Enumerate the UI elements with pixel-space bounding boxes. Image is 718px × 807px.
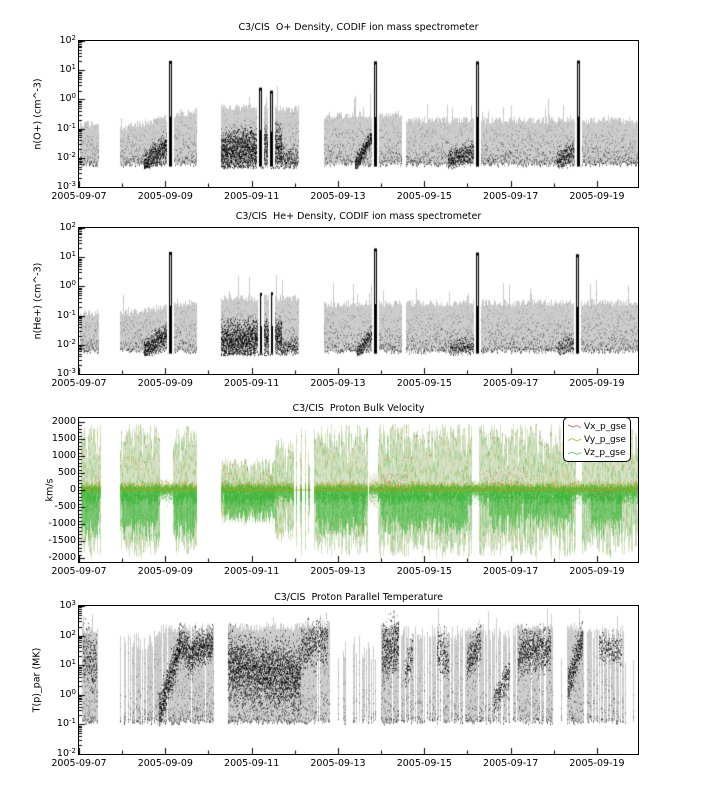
y-axis-tick-label: -2000	[48, 552, 76, 563]
velocity-legend	[563, 417, 631, 462]
x-axis-tick-label: 2005-09-13	[310, 566, 366, 577]
panel-2-plot-area	[78, 227, 639, 375]
x-axis-tick-label: 2005-09-09	[137, 566, 193, 577]
y-axis-tick-label: 1000	[51, 450, 76, 461]
x-axis-tick-label: 2005-09-07	[51, 191, 107, 202]
x-axis-tick-label: 2005-09-09	[137, 191, 193, 202]
x-axis-tick-label: 2005-09-19	[569, 566, 625, 577]
y-axis-tick-label: $10^{-1}$	[56, 308, 76, 321]
y-axis-tick-label: $10^2$	[59, 628, 76, 641]
x-axis-tick-label: 2005-09-07	[51, 566, 107, 577]
y-axis-tick-label: $10^1$	[59, 63, 76, 76]
panel-4-title: C3/CIS Proton Parallel Temperature	[274, 592, 443, 603]
x-axis-tick-label: 2005-09-07	[51, 378, 107, 389]
legend-label-vy: Vy_p_gse	[584, 434, 626, 445]
x-axis-tick-label: 2005-09-19	[569, 758, 625, 769]
x-axis-tick-label: 2005-09-19	[569, 378, 625, 389]
y-axis-tick-label: $10^{-2}$	[56, 150, 76, 163]
y-axis-tick-label: $10^{-1}$	[56, 717, 76, 730]
y-axis-tick-label: $10^{-2}$	[56, 337, 76, 350]
x-axis-tick-label: 2005-09-15	[396, 758, 452, 769]
panel-1-plot-area	[78, 40, 639, 188]
panel-4-canvas	[79, 606, 638, 754]
y-axis-tick-label: 1500	[51, 433, 76, 444]
y-axis-tick-label: $10^{-3}$	[56, 367, 76, 379]
panel-2-title: C3/CIS He+ Density, CODIF ion mass spectrometer	[235, 211, 482, 222]
x-axis-tick-label: 2005-09-07	[51, 758, 107, 769]
y-axis-tick-label: $10^3$	[59, 599, 76, 611]
vz-line-sample-icon	[567, 448, 582, 457]
x-axis-tick-label: 2005-09-09	[137, 758, 193, 769]
x-axis-tick-label: 2005-09-17	[483, 566, 539, 577]
y-axis-tick-label: $10^{-2}$	[56, 747, 76, 759]
legend-entry-vx	[567, 420, 628, 433]
x-axis-tick-label: 2005-09-19	[569, 191, 625, 202]
y-axis-tick-label: $10^2$	[59, 221, 76, 233]
y-axis-tick-label: $10^0$	[59, 92, 76, 105]
x-axis-tick-label: 2005-09-17	[483, 758, 539, 769]
panel-1-canvas	[79, 41, 638, 187]
panel-3-canvas	[79, 418, 638, 562]
y-axis-tick-label: $10^1$	[59, 658, 76, 671]
x-axis-tick-label: 2005-09-11	[224, 378, 280, 389]
y-axis-tick-label: $10^1$	[59, 250, 76, 263]
x-axis-tick-label: 2005-09-17	[483, 378, 539, 389]
vy-line-sample-icon	[567, 435, 582, 444]
y-axis-tick-label: $10^{-3}$	[56, 180, 76, 192]
x-axis-tick-label: 2005-09-11	[224, 566, 280, 577]
legend-entry-vy	[567, 433, 628, 446]
panel-2-canvas	[79, 228, 638, 374]
x-axis-tick-label: 2005-09-15	[396, 566, 452, 577]
y-axis-tick-label: 0	[69, 484, 76, 495]
y-axis-tick-label: -1500	[48, 535, 76, 546]
panel-1-y-axis-label: n(O+) (cm^-3)	[32, 78, 44, 150]
vx-line-sample-icon	[567, 422, 582, 431]
legend-label-vx: Vx_p_gse	[584, 421, 627, 432]
x-axis-tick-label: 2005-09-17	[483, 191, 539, 202]
y-axis-tick-label: $10^0$	[59, 279, 76, 292]
x-axis-tick-label: 2005-09-13	[310, 378, 366, 389]
panel-3-plot-area	[78, 417, 639, 563]
panel-3-y-axis-label: km/s	[44, 478, 56, 502]
y-axis-tick-label: $10^2$	[59, 34, 76, 46]
y-axis-tick-label: $10^{-1}$	[56, 121, 76, 134]
legend-label-vz: Vz_p_gse	[584, 447, 626, 458]
x-axis-tick-label: 2005-09-15	[396, 191, 452, 202]
x-axis-tick-label: 2005-09-09	[137, 378, 193, 389]
panel-2-y-axis-label: n(He+) (cm^-3)	[32, 262, 44, 340]
y-axis-tick-label: 500	[57, 467, 76, 478]
panel-4-plot-area	[78, 605, 639, 755]
x-axis-tick-label: 2005-09-11	[224, 191, 280, 202]
panel-1-title: C3/CIS O+ Density, CODIF ion mass spectrometer	[238, 22, 479, 33]
panel-4-y-axis-label: T(p)_par (MK)	[31, 647, 43, 713]
y-axis-tick-label: $10^0$	[59, 687, 76, 700]
x-axis-tick-label: 2005-09-13	[310, 758, 366, 769]
x-axis-tick-label: 2005-09-11	[224, 758, 280, 769]
x-axis-tick-label: 2005-09-15	[396, 378, 452, 389]
panel-3-title: C3/CIS Proton Bulk Velocity	[292, 403, 425, 414]
x-axis-tick-label: 2005-09-13	[310, 191, 366, 202]
y-axis-tick-label: -1000	[48, 518, 76, 529]
y-axis-tick-label: 2000	[51, 416, 76, 427]
legend-entry-vz	[567, 446, 628, 459]
y-axis-tick-label: -500	[54, 501, 76, 512]
